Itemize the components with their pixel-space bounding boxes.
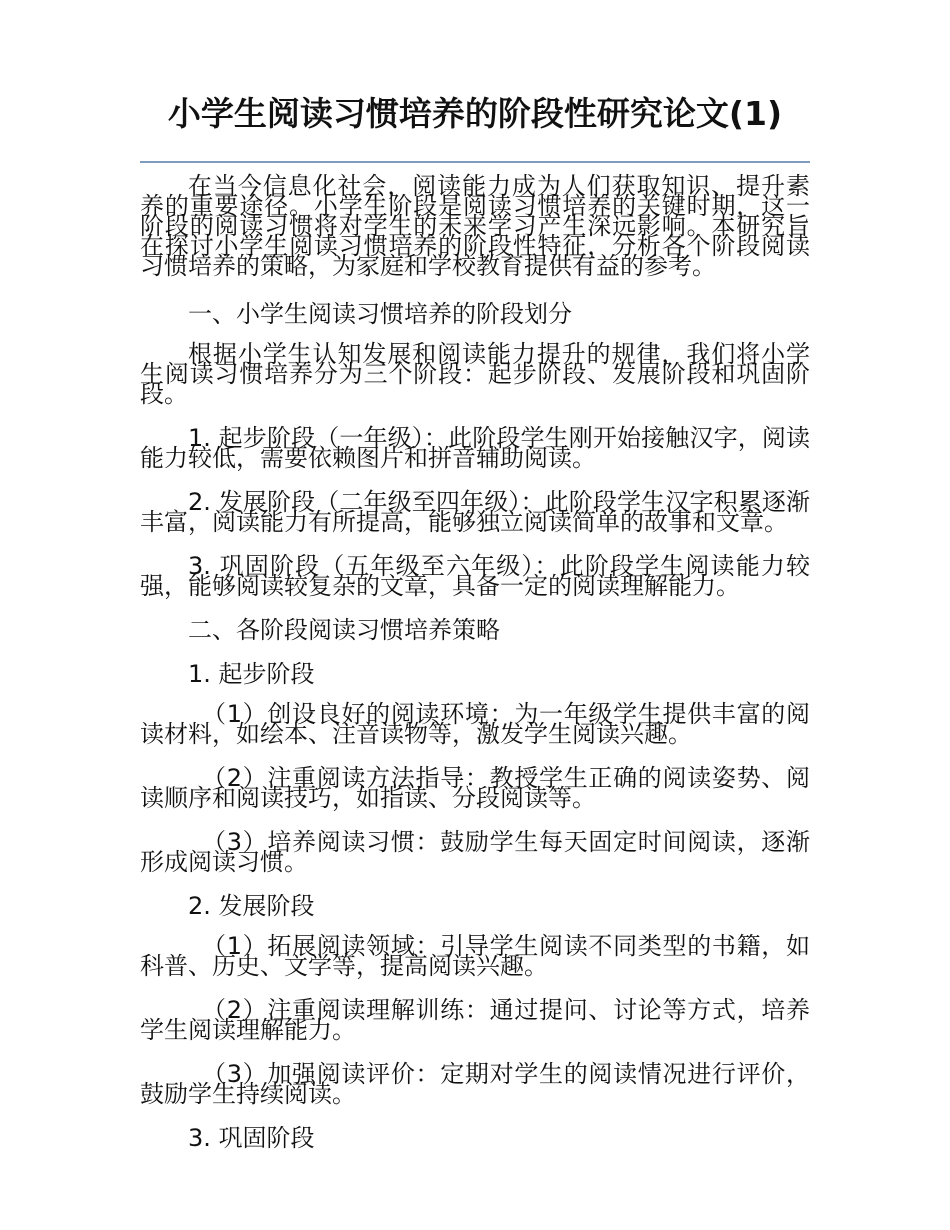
subsection-3-heading: 3. 巩固阶段 [188,1124,315,1152]
stage-3-paragraph: 3. 巩固阶段（五年级至六年级）：此阶段学生阅读能力较强，能够阅读较复杂的文章，具备一定的阅读理解能力。 [140,552,810,600]
stage-2-paragraph: 2. 发展阶段（二年级至四年级）：此阶段学生汉字积累逐渐丰富，阅读能力有所提高，能够独立阅读简单的故事和文章。 [140,488,810,536]
section-1-heading: 一、小学生阅读习惯培养的阶段划分 [188,300,572,328]
subsection-1-item: （3）培养阅读习惯：鼓励学生每天固定时间阅读，逐渐形成阅读习惯。 [140,828,810,876]
subsection-1-item: （2）注重阅读方法指导：教授学生正确的阅读姿势、阅读顺序和阅读技巧，如指读、分段阅读等。 [140,764,810,812]
subsection-2-heading: 2. 发展阶段 [188,892,315,920]
subsection-2-item: （1）拓展阅读领域：引导学生阅读不同类型的书籍，如科普、历史、文学等，提高阅读兴趣。 [140,932,810,980]
subsection-2-item: （3）加强阅读评价：定期对学生的阅读情况进行评价，鼓励学生持续阅读。 [140,1060,810,1108]
document-body [140,172,810,1168]
subsection-1-heading: 1. 起步阶段 [188,660,315,688]
intro-paragraph: 在当今信息化社会，阅读能力成为人们获取知识、提升素养的重要途径。小学生阶段是阅读习惯培养的关键时期，这一阶段的阅读习惯将对学生的未来学习产生深远影响。本研究旨在探讨小学生阅读习惯培养的阶段性特征，分析各个阶段阅读习惯培养的策略，为家庭和学校教育提供有益的参考。 [140,172,810,280]
stage-1-paragraph: 1. 起步阶段（一年级）：此阶段学生刚开始接触汉字，阅读能力较低，需要依赖图片和拼音辅助阅读。 [140,424,810,472]
section-1-intro-paragraph: 根据小学生认知发展和阅读能力提升的规律，我们将小学生阅读习惯培养分为三个阶段：起步阶段、发展阶段和巩固阶段。 [140,340,810,408]
document-title: 小学生阅读习惯培养的阶段性研究论文(1) [167,94,783,133]
subsection-2-item: （2）注重阅读理解训练：通过提问、讨论等方式，培养学生阅读理解能力。 [140,996,810,1044]
section-2-heading: 二、各阶段阅读习惯培养策略 [188,616,500,644]
title-underline-divider [140,161,810,163]
subsection-1-item: （1）创设良好的阅读环境：为一年级学生提供丰富的阅读材料，如绘本、注音读物等，激发学生阅读兴趣。 [140,700,810,748]
